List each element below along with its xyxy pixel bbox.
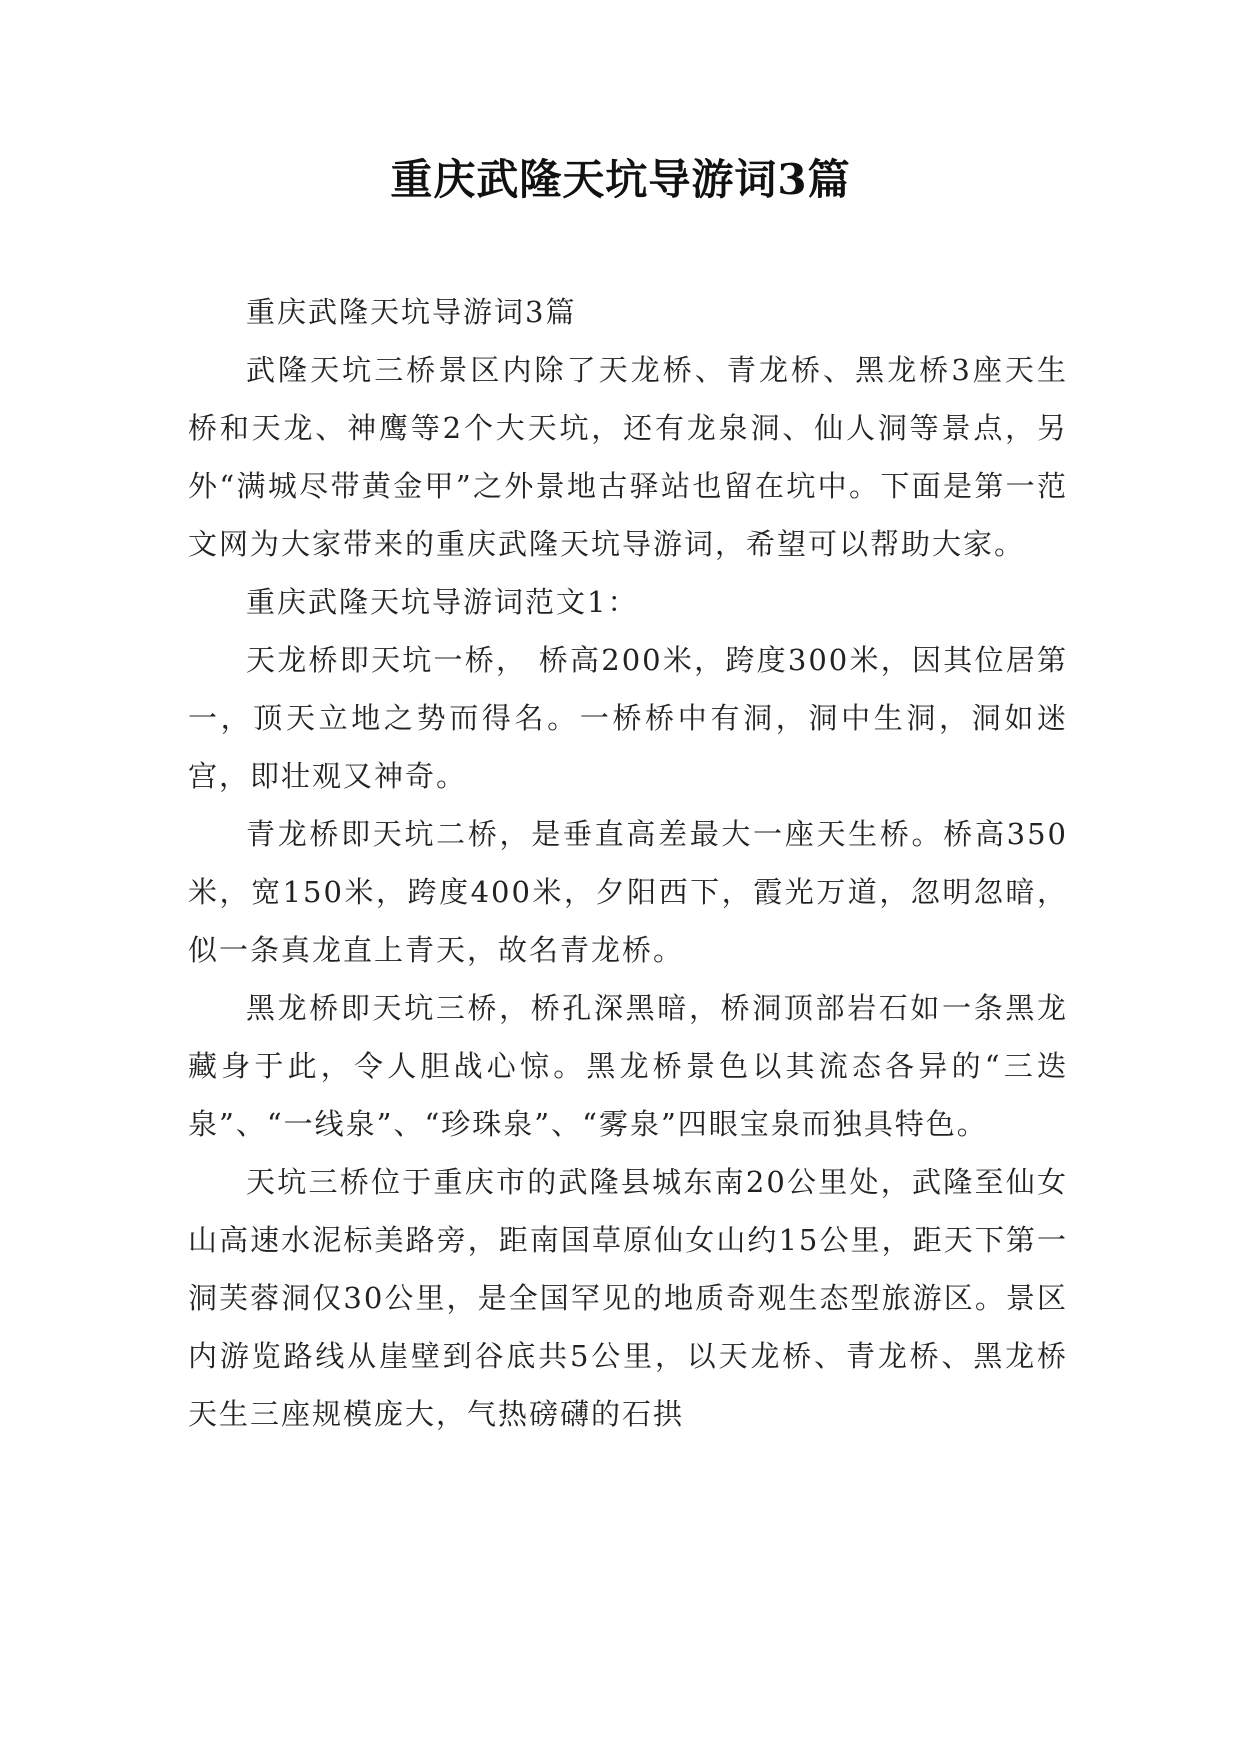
- document-body: [188, 283, 1068, 1443]
- paragraph: 天坑三桥位于重庆市的武隆县城东南20公里处，武隆至仙女山高速水泥标美路旁，距南国草原仙女山约15公里，距天下第一洞芙蓉洞仅30公里，是全国罕见的地质奇观生态型旅游区。景区内游览路线从崖壁到谷底共5公里，以天龙桥、青龙桥、黑龙桥天生三座规模庞大，气热磅礴的石拱: [188, 1165, 1068, 1431]
- paragraph: 青龙桥即天坑二桥，是垂直高差最大一座天生桥。桥高350米，宽150米，跨度400米，夕阳西下，霞光万道，忽明忽暗，似一条真龙直上青天，故名青龙桥。: [188, 817, 1068, 967]
- paragraph: 天龙桥即天坑一桥， 桥高200米，跨度300米，因其位居第一，顶天立地之势而得名。一桥桥中有洞，洞中生洞，洞如迷宫，即壮观又神奇。: [188, 643, 1068, 793]
- paragraph: 重庆武隆天坑导游词范文1：: [246, 585, 639, 619]
- paragraph: 黑龙桥即天坑三桥，桥孔深黑暗，桥洞顶部岩石如一条黑龙藏身于此，令人胆战心惊。黑龙桥景色以其流态各异的“三迭泉”、“一线泉”、“珍珠泉”、“雾泉”四眼宝泉而独具特色。: [188, 991, 1068, 1141]
- paragraph: 武隆天坑三桥景区内除了天龙桥、青龙桥、黑龙桥3座天生桥和天龙、神鹰等2个大天坑，还有龙泉洞、仙人洞等景点，另外“满城尽带黄金甲”之外景地古驿站也留在坑中。下面是第一范文网为大家带来的重庆武隆天坑导游词，希望可以帮助大家。: [188, 353, 1068, 561]
- paragraph: 重庆武隆天坑导游词3篇: [246, 295, 577, 329]
- document-title: 重庆武隆天坑导游词3篇: [390, 155, 851, 204]
